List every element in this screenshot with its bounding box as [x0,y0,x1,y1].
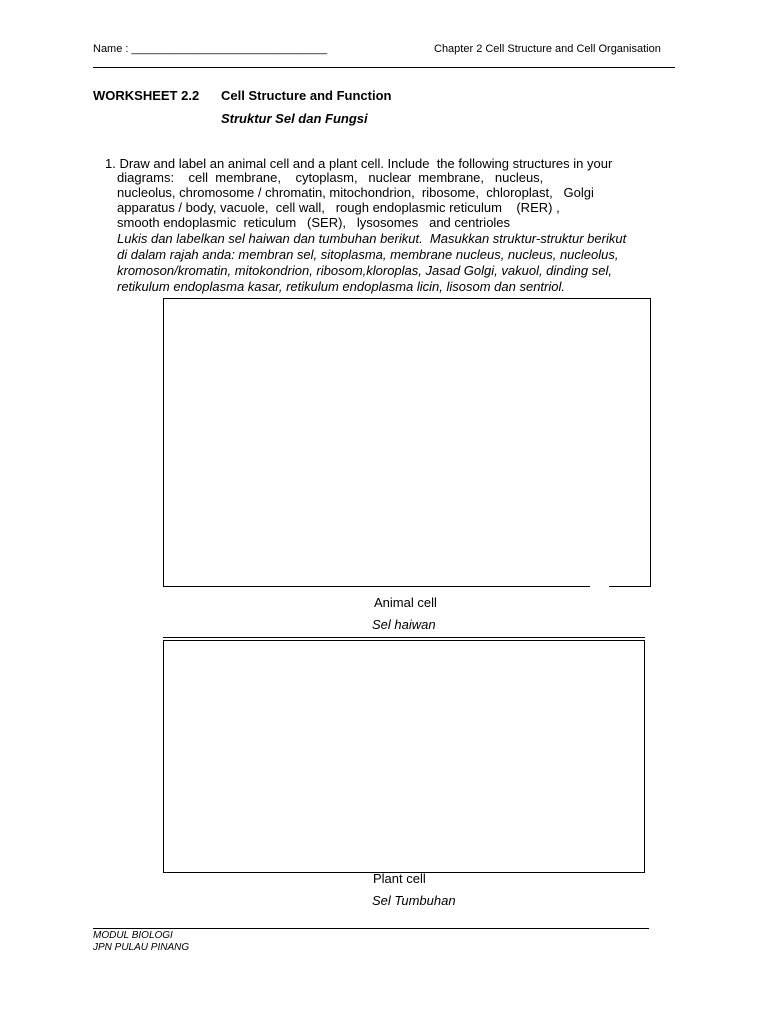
chapter-title: Chapter 2 Cell Structure and Cell Organisation [434,43,661,55]
question-malay-line-1: Lukis dan labelkan sel haiwan dan tumbuhan berikut. Masukkan struktur-struktur berikut [117,231,627,246]
plant-box-top-rule [163,637,645,638]
question-malay-line-2: di dalam rajah anda: membran sel, sitoplasma, membrane nucleus, nucleus, nucleolus, [117,247,619,262]
name-field-label: Name : ________________________________ [93,43,328,55]
question-malay-line-3: kromoson/kromatin, mitokondrion, ribosom,kloroplas, Jasad Golgi, vakuol, dinding sel, [117,263,612,278]
worksheet-number: WORKSHEET 2.2 [93,88,200,103]
question-malay-line-4: retikulum endoplasma kasar, retikulum endoplasma licin, lisosom dan sentriol. [117,279,565,294]
question-line-2: diagrams: cell membrane, cytoplasm, nuclear membrane, nucleus, [117,170,544,185]
plant-cell-caption-malay: Sel Tumbuhan [372,893,456,908]
worksheet-subtitle: Struktur Sel dan Fungsi [221,111,368,126]
question-line-1: 1. Draw and label an animal cell and a plant cell. Include the following structures in your [105,156,613,171]
animal-cell-caption-malay: Sel haiwan [372,617,436,632]
question-line-3: nucleolus, chromosome / chromatin, mitochondrion, ribosome, chloroplast, Golgi [117,185,594,200]
question-line-4: apparatus / body, vacuole, cell wall, rough endoplasmic reticulum (RER) , [117,200,560,215]
footer-divider [93,928,649,929]
animal-cell-caption: Animal cell [374,595,437,610]
plant-cell-caption: Plant cell [373,871,426,886]
worksheet-heading [93,88,391,103]
plant-cell-drawing-box [163,640,645,873]
worksheet-title: Cell Structure and Function [221,88,392,103]
animal-box-bottom-right [609,586,651,587]
footer-module: MODUL BIOLOGI [93,930,173,941]
footer-organisation: JPN PULAU PINANG [93,942,190,953]
header-divider [93,67,675,68]
animal-cell-drawing-box [163,298,651,587]
question-line-5: smooth endoplasmic reticulum (SER), lysosomes and centrioles [117,215,511,230]
animal-box-bottom-left [163,586,590,587]
